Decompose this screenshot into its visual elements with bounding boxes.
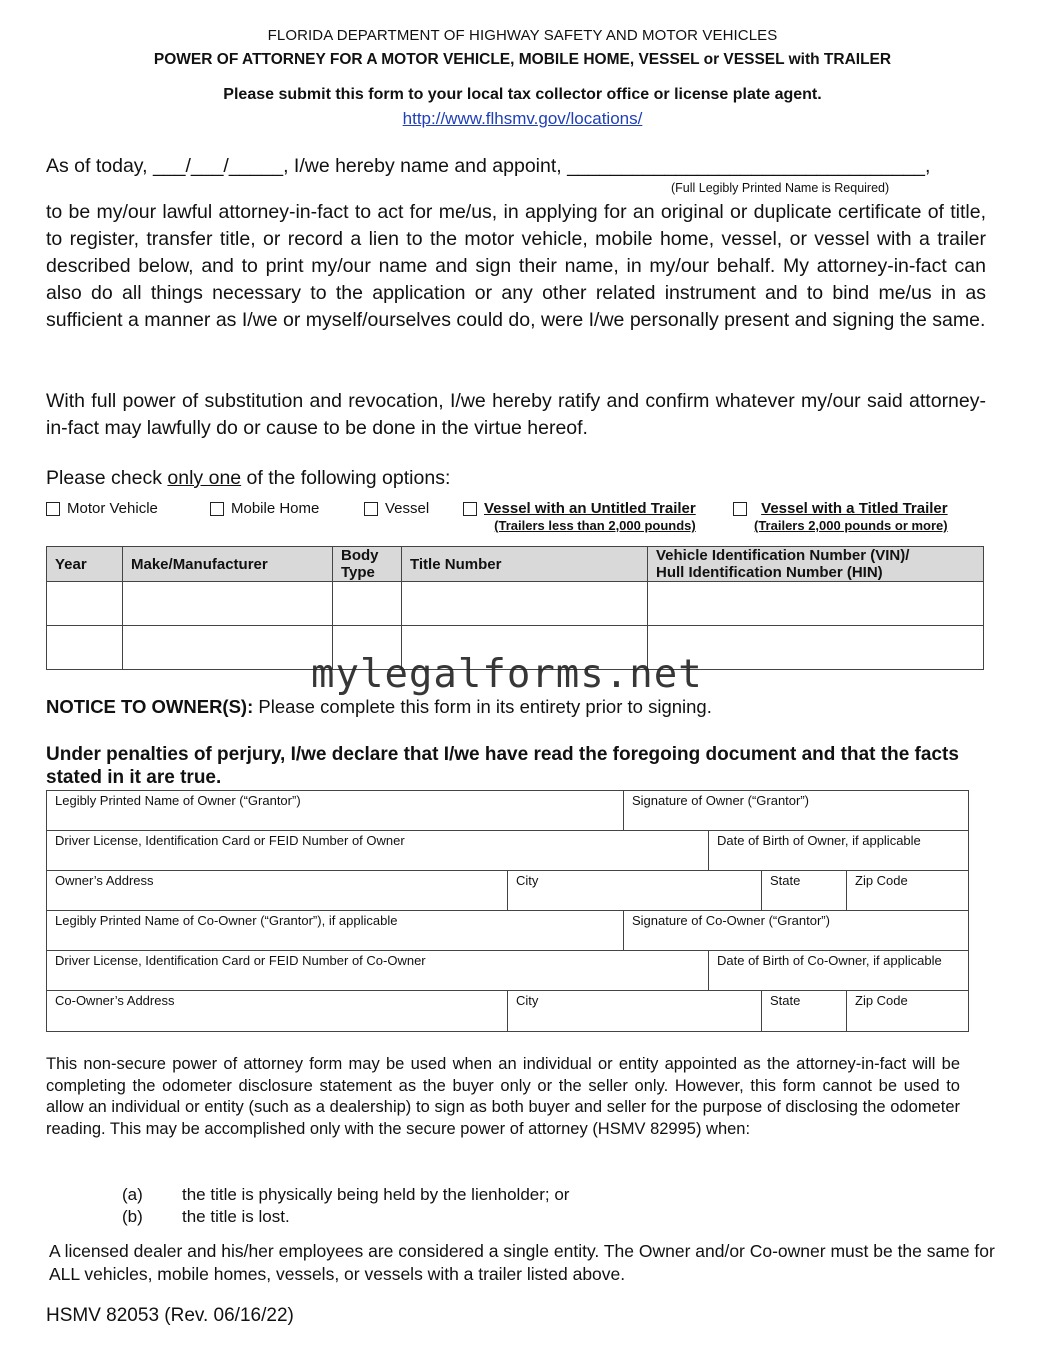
owner-zip-label: Zip Code — [855, 873, 908, 888]
appointment-line: As of today, ___/___/_____, I/we hereby name and appoint, _________________________________, — [46, 155, 931, 177]
owner-id-field[interactable] — [47, 831, 709, 871]
coowner-zip-field[interactable] — [847, 991, 968, 1031]
checkbox-motor-vehicle[interactable] — [46, 502, 60, 516]
title-number-field[interactable] — [402, 582, 648, 626]
notice-to-owner — [46, 696, 712, 718]
checkbox-vessel[interactable] — [364, 502, 378, 516]
vin-field[interactable] — [648, 582, 984, 626]
agency-name: FLORIDA DEPARTMENT OF HIGHWAY SAFETY AND MOTOR VEHICLES — [267, 27, 778, 44]
make-field[interactable] — [123, 582, 333, 626]
owner-zip-field[interactable] — [847, 871, 968, 911]
option-titled-trailer[interactable] — [733, 500, 948, 533]
locations-link[interactable]: http://www.flhsmv.gov/locations/ — [402, 109, 643, 128]
perjury-declaration: Under penalties of perjury, I/we declare that I/we have read the foregoing document and that the facts stated in it are true. — [46, 744, 959, 788]
coowner-city-label: City — [516, 993, 539, 1008]
col-title-number: Title Number — [402, 547, 648, 582]
coowner-row-2 — [46, 950, 969, 991]
col-year: Year — [47, 547, 123, 582]
coowner-address-label: Co-Owner’s Address — [55, 993, 175, 1008]
submit-instruction: Please submit this form to your local tax collector office or license plate agent. — [223, 86, 822, 103]
coowner-id-label: Driver License, Identification Card or FEID Number of Co-Owner — [55, 953, 426, 968]
owner-state-field[interactable] — [762, 871, 847, 911]
option-untitled-trailer-note: (Trailers less than 2,000 pounds) — [494, 518, 696, 533]
coowner-state-field[interactable] — [762, 991, 847, 1031]
option-motor-vehicle-label: Motor Vehicle — [67, 500, 158, 517]
condition-b-text: the title is lost. — [182, 1207, 290, 1226]
coowner-name-label: Legibly Printed Name of Co-Owner (“Grantor”), if applicable — [55, 913, 398, 928]
col-vin-line2: Hull Identification Number (HIN) — [656, 564, 883, 581]
option-titled-trailer-label: Vessel with a Titled Trailer — [761, 500, 948, 517]
coowner-zip-label: Zip Code — [855, 993, 908, 1008]
coowner-row-3 — [46, 990, 969, 1032]
option-vessel[interactable] — [364, 500, 429, 517]
authority-paragraph: to be my/our lawful attorney-in-fact to act for me/us, in applying for an original or duplicate certificate of title, to register, transfer title, or record a lien to the motor vehicle, mobile home, vessel, or vessel with a trailer described below, and to print my/our name and sign their name, in my/our behalf. My attorney-in-fact can also do all things necessary to the application or any other related instrument and to bind me/us in as sufficient a manner as I/we or myself/ourselves could do, were I/we personally present and signing the same. — [46, 201, 986, 331]
owner-address-label: Owner’s Address — [55, 873, 154, 888]
owner-state-label: State — [770, 873, 801, 888]
col-vin-line1: Vehicle Identification Number (VIN)/ — [656, 547, 910, 564]
owner-signature-label: Signature of Owner (“Grantor”) — [632, 793, 810, 808]
owner-dob-field[interactable] — [709, 831, 968, 871]
dealer-note: A licensed dealer and his/her employees are considered a single entity. The Owner and/or Co-owner must be the same for ALL vehicles, mobile homes, vessels, or vessels with a trailer listed above. — [49, 1241, 995, 1284]
vehicle-table-header — [47, 547, 984, 582]
coowner-dob-label: Date of Birth of Co-Owner, if applicable — [717, 953, 942, 968]
year-field[interactable] — [47, 626, 123, 670]
col-body-line2: Type — [341, 564, 375, 581]
coowner-id-field[interactable] — [47, 951, 709, 991]
notice-text: Please complete this form in its entirety prior to signing. — [253, 696, 712, 717]
col-body-line1: Body — [341, 547, 379, 564]
owner-city-label: City — [516, 873, 539, 888]
table-row — [47, 582, 984, 626]
owner-id-label: Driver License, Identification Card or FEID Number of Owner — [55, 833, 405, 848]
option-untitled-trailer[interactable] — [463, 500, 696, 533]
make-field[interactable] — [123, 626, 333, 670]
options-prompt-start: Please check — [46, 467, 168, 489]
coowner-signature-field[interactable] — [624, 911, 968, 951]
col-body-type — [333, 547, 402, 582]
coowner-state-label: State — [770, 993, 801, 1008]
form-title: POWER OF ATTORNEY FOR A MOTOR VEHICLE, MOBILE HOME, VESSEL or VESSEL with TRAILER — [153, 51, 892, 68]
owner-signature-field[interactable] — [624, 791, 968, 831]
odometer-disclosure-text: This non-secure power of attorney form may be used when an individual or entity appointed as the attorney-in-fact will be completing the odometer disclosure statement as the buyer only or the seller only. However, this form cannot be used to allow an individual or entity (such as a dealership) to sign as both buyer and seller for the purpose of disclosing the odometer reading. This may be accomplished only with the secure power of attorney (HSMV 82995) when: — [46, 1055, 960, 1138]
condition-a-label: (a) — [122, 1185, 143, 1204]
col-make: Make/Manufacturer — [123, 547, 333, 582]
body-type-field[interactable] — [333, 582, 402, 626]
col-vin — [648, 547, 984, 582]
coowner-dob-field[interactable] — [709, 951, 968, 991]
owner-row-3 — [46, 870, 969, 911]
year-field[interactable] — [47, 582, 123, 626]
option-mobile-home[interactable] — [210, 500, 319, 517]
options-prompt-end: of the following options: — [241, 467, 451, 489]
coowner-city-field[interactable] — [508, 991, 762, 1031]
options-prompt — [46, 467, 450, 490]
options-prompt-emphasis: only one — [167, 467, 242, 489]
coowner-row-1 — [46, 910, 969, 951]
option-mobile-home-label: Mobile Home — [231, 500, 320, 517]
coowner-signature-label: Signature of Co-Owner (“Grantor”) — [632, 913, 830, 928]
condition-a — [0, 1185, 1045, 1209]
condition-a-text: the title is physically being held by the lienholder; or — [182, 1185, 570, 1204]
condition-b-label: (b) — [122, 1207, 143, 1226]
option-motor-vehicle[interactable] — [46, 500, 158, 517]
coowner-name-field[interactable] — [47, 911, 624, 951]
checkbox-mobile-home[interactable] — [210, 502, 224, 516]
owner-name-label: Legibly Printed Name of Owner (“Grantor”) — [55, 793, 301, 808]
notice-label: NOTICE TO OWNER(S): — [46, 696, 254, 717]
coowner-address-field[interactable] — [47, 991, 508, 1031]
owner-address-field[interactable] — [47, 871, 508, 911]
checkbox-titled-trailer[interactable] — [733, 502, 747, 516]
owner-row-2 — [46, 830, 969, 871]
checkbox-untitled-trailer[interactable] — [463, 502, 477, 516]
owner-name-field[interactable] — [47, 791, 624, 831]
owner-dob-label: Date of Birth of Owner, if applicable — [717, 833, 921, 848]
owner-city-field[interactable] — [508, 871, 762, 911]
form-number: HSMV 82053 (Rev. 06/16/22) — [46, 1305, 294, 1326]
ratify-paragraph: With full power of substitution and revocation, I/we hereby ratify and confirm whatever my/our said attorney-in-fact may lawfully do or cause to be done in the virtue hereof. — [46, 390, 986, 439]
option-titled-trailer-note: (Trailers 2,000 pounds or more) — [754, 518, 948, 533]
appointee-name-note: (Full Legibly Printed Name is Required) — [671, 181, 890, 195]
owner-row-1 — [46, 790, 969, 831]
condition-b — [0, 1207, 1045, 1231]
watermark: mylegalforms.net — [311, 652, 703, 697]
option-untitled-trailer-label: Vessel with an Untitled Trailer — [484, 500, 696, 517]
option-vessel-label: Vessel — [385, 500, 430, 517]
